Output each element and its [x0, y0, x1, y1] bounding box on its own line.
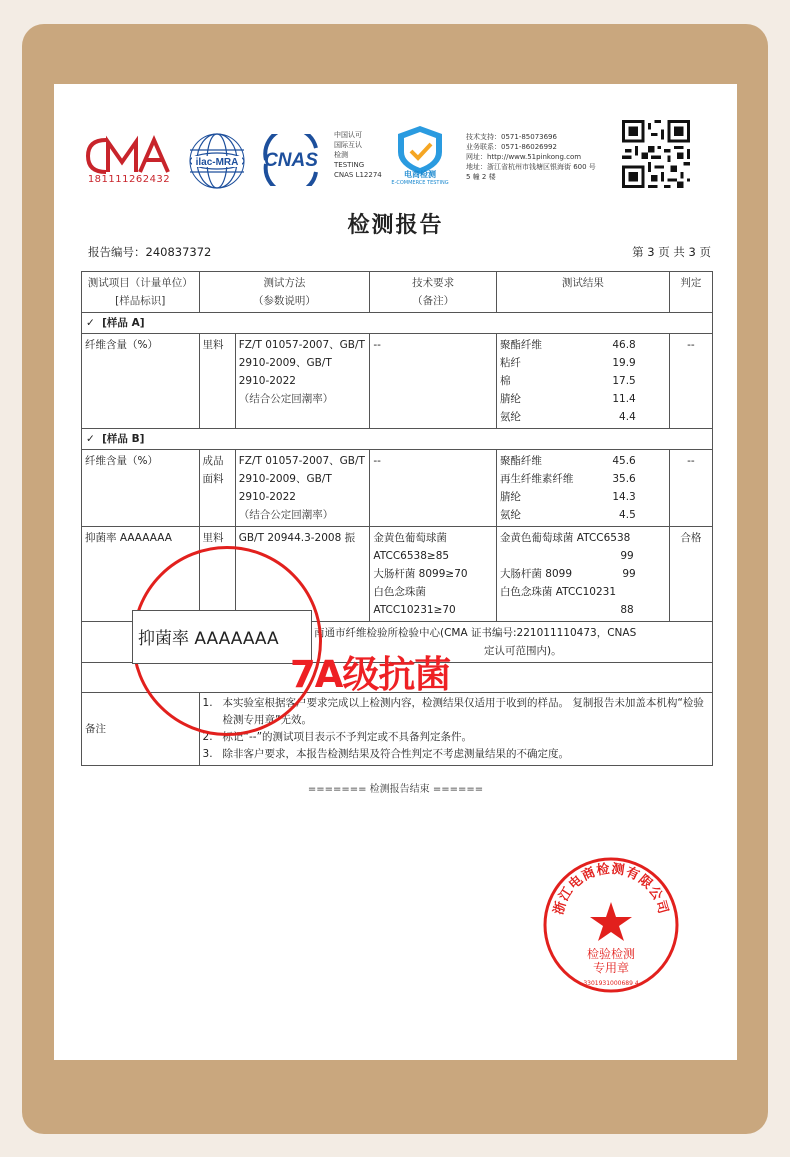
section-sample-b: ✓ [样品 B]: [82, 429, 713, 450]
cnas-accreditation-text: 中国认可 国际互认 检测 TESTING CNAS L12274: [334, 131, 382, 179]
seal-text-1: 检验检测: [586, 947, 636, 961]
header-method: 测试方法 （参数说明）: [199, 272, 370, 313]
cma-phone: 181111262432: [87, 174, 171, 185]
page-info: 第 3 页 共 3 页: [632, 245, 711, 259]
table-row: 纤维含量（%） 成品 面料 FZ/T 01057-2007、GB/T 2910-2009、GB/T 2910-2022 （结合公定回潮率） -- 聚酯纤维 45.6 再生纤维素纤维 35.6 腈纶 14.3 氨纶 4.5 --: [82, 450, 713, 527]
report-number: 报告编号：240837372: [88, 245, 212, 259]
contact-info: 技术支持：0571-85073696 业务联系：0571-86026992 网址：http://www.51pinkong.com 地址：浙江省杭州市钱塘区银海街 600 号 5 幢 2 楼: [466, 133, 596, 181]
header-result: 测试结果: [496, 272, 669, 313]
official-seal-icon: [542, 856, 680, 994]
qr-code-icon[interactable]: [622, 120, 690, 188]
ecommerce-testing-sub: E-COMMERCE TESTING: [391, 180, 449, 186]
report-paper: [54, 84, 737, 1060]
report-title: 检测报告: [347, 212, 444, 238]
seal-text-2: 专用章: [592, 961, 630, 975]
header-judgment: 判定: [669, 272, 712, 313]
header-requirement: 技术要求 （备注）: [370, 272, 497, 313]
cnas-text: CNAS: [264, 150, 318, 171]
table-row-lab-note: 南通市纤维检验所检验中心(CMA 证书编号:221011110473，CNAS 定认可范围内)。: [82, 622, 713, 663]
report-end-line: ======= 检测报告结束 ======: [307, 784, 484, 795]
ilac-text: ilac-MRA: [195, 157, 239, 168]
table-row: 纤维含量（%） 里料 FZ/T 01057-2007、GB/T 2910-2009、GB/T 2910-2022 （结合公定回潮率） -- 聚酯纤维 46.8 粘纤 19.9 棉 17.5 腈纶 11.4 氨纶 4.4 --: [82, 334, 713, 429]
cnas-logo-icon: [254, 134, 328, 186]
section-sample-a: ✓ [样品 A]: [82, 313, 713, 334]
table-row-antibacterial: 抑菌率 AAAAAAA 里料 GB/T 20944.3-2008 振 金黄色葡萄球菌 ATCC6538≥85 大肠杆菌 8099≥70 白色念珠菌 ATCC10231≥70 金黄色葡萄球菌 ATCC6538 99 大肠杆菌 8099 99 白色念珠菌 ATCC10231 88 合格: [82, 527, 713, 622]
svg-text:浙江电商检测有限公司: 浙江电商检测有限公司: [551, 861, 671, 917]
table-header-row: [82, 272, 713, 313]
zoom-callout-label: 抑菌率 AAAAAAA: [138, 629, 279, 649]
seal-number: 3301931000689 4: [583, 980, 639, 987]
ecommerce-testing-label: 电商检测: [404, 170, 436, 179]
check-icon: ✓: [86, 433, 95, 445]
ilac-mra-logo-icon: [188, 132, 246, 190]
table-row-remarks: 备注 1. 本实验室根据客户要求完成以上检测内容，检测结果仅适用于收到的样品。 复制报告未加盖本机构“检验检测专用章”无效。 2. 标记“--”的测试项目表示不予判定或不具备判定条件。 3. 除非客户要求，本报告检测结果及符合性判定不考虑测量结果的不确定度。: [82, 693, 713, 766]
promo-headline: 7A级抗菌: [290, 653, 451, 696]
check-icon: ✓: [86, 317, 95, 329]
header-item: 测试项目（计量单位） [样品标识]: [82, 272, 200, 313]
